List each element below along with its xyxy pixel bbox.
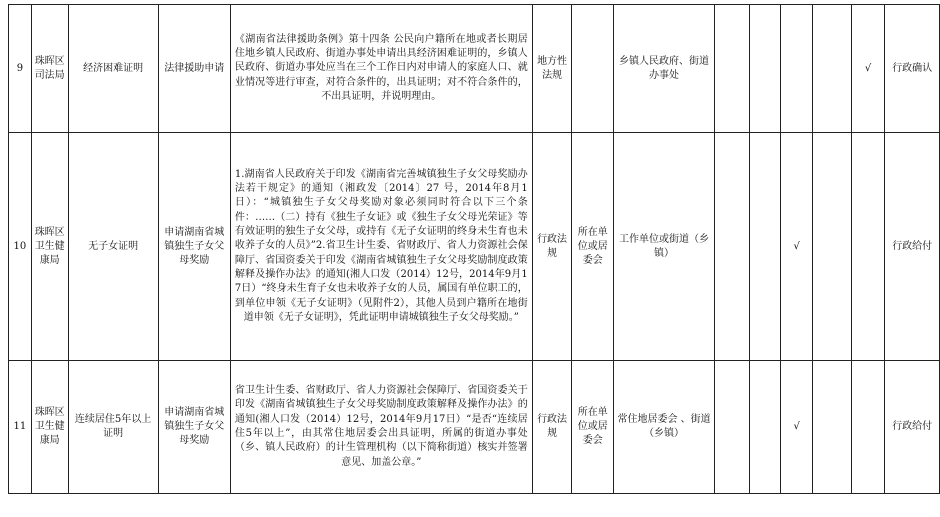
- seq-cell: 9: [9, 5, 32, 133]
- check-cell: √: [851, 5, 885, 133]
- issuer-village-cell: 所在单位或居委会: [572, 361, 614, 494]
- issuer-street-cell: 工作单位或街道（乡镇）: [614, 133, 715, 361]
- cert-name-cell: 无子女证明: [68, 133, 158, 361]
- basis-cell: 省卫生计生委、省财政厅、省人力资源社会保障厅、省国资委关于印发《湖南省城镇独生子女父母奖励制度政策解释及操作办法》的通知(湘人口发（2014）12号，2014年9月17日）“是否“连续居住5年以上”，由其常住地居委会出具证明，所属的街道办事处（乡、镇人民政府）的计生管理机构（以下简称街道）核实并签署意见、加盖公章。”: [230, 361, 532, 494]
- dept-cell: 珠晖区卫生健康局: [31, 133, 68, 361]
- handling-cell: 行政给付: [885, 133, 940, 361]
- basis-type-cell: 行政法规: [532, 361, 572, 494]
- certificate-list-sheet: [8, 4, 940, 494]
- handling-cell: 行政给付: [885, 361, 940, 494]
- matter-cell: 申请湖南省城镇独生子女父母奖励: [158, 133, 230, 361]
- matter-cell: 申请湖南省城镇独生子女父母奖励: [158, 361, 230, 494]
- blank-cell: [715, 133, 750, 361]
- seq-cell: 10: [9, 133, 32, 361]
- issuer-village-cell: 所在单位或居委会: [572, 133, 614, 361]
- basis-cell: 《湖南省法律援助条例》第十四条 公民向户籍所在地或者长期居住地乡镇人民政府、街道办事处申请出具经济困难证明的，乡镇人民政府、街道办事处应当在三个工作日内对申请人的家庭人口、就业情况等进行审查，对符合条件的，出具证明；对不符合条件的，不出具证明，并说明理由。: [230, 5, 532, 133]
- blank-cell: [851, 133, 885, 361]
- blank-cell: [749, 5, 781, 133]
- blank-cell: [715, 5, 750, 133]
- blank-cell: [715, 361, 750, 494]
- table-row: [9, 361, 940, 494]
- blank-cell: [851, 361, 885, 494]
- cert-name-cell: 经济困难证明: [68, 5, 158, 133]
- check-cell: √: [781, 133, 813, 361]
- check-cell: √: [781, 361, 813, 494]
- blank-cell: [781, 5, 813, 133]
- blank-cell: [749, 361, 781, 494]
- issuer-village-cell: [572, 5, 614, 133]
- basis-type-cell: 行政法规: [532, 133, 572, 361]
- basis-type-cell: 地方性法规: [532, 5, 572, 133]
- blank-cell: [749, 133, 781, 361]
- matter-cell: 法律援助申请: [158, 5, 230, 133]
- blank-cell: [813, 5, 852, 133]
- handling-cell: 行政确认: [885, 5, 940, 133]
- certificate-matters-table: [8, 4, 940, 494]
- table-row: [9, 5, 940, 133]
- cert-name-cell: 连续居住5年以上证明: [68, 361, 158, 494]
- blank-cell: [813, 361, 852, 494]
- dept-cell: 珠晖区司法局: [31, 5, 68, 133]
- seq-cell: 11: [9, 361, 32, 494]
- issuer-street-cell: 常住地居委会 、街道（乡镇）: [614, 361, 715, 494]
- basis-cell: 1.湖南省人民政府关于印发《湖南省完善城镇独生子女父母奖励办法若干规定》的通知（湘政发〔2014〕27 号，2014年8月1日）：“城镇独生子女父母奖励对象必须同时符合以下三个条件：……（二）持有《独生子女证》或《独生子女父母光荣证》等有效证明的独生子女父母，或持有《无子女证明的终身未生育也未收养子女的人员》”2.省卫生计生委、省财政厅、省人力资源社会保障厅、省国资委关于印发《湖南省城镇独生子女父母奖励制度政策解释及操作办法》的通知(湘人口发（2014）12号，2014年9月17日）“终身未生育子女也未收养子女的人员，属国有单位职工的，到单位申领《无子女证明》（见附件2），其他人员到户籍所在地街道申领《无子女证明》，凭此证明申请城镇独生子女父母奖励。”: [230, 133, 532, 361]
- blank-cell: [813, 133, 852, 361]
- table-row: [9, 133, 940, 361]
- dept-cell: 珠晖区卫生健康局: [31, 361, 68, 494]
- issuer-street-cell: 乡镇人民政府、街道办事处: [614, 5, 715, 133]
